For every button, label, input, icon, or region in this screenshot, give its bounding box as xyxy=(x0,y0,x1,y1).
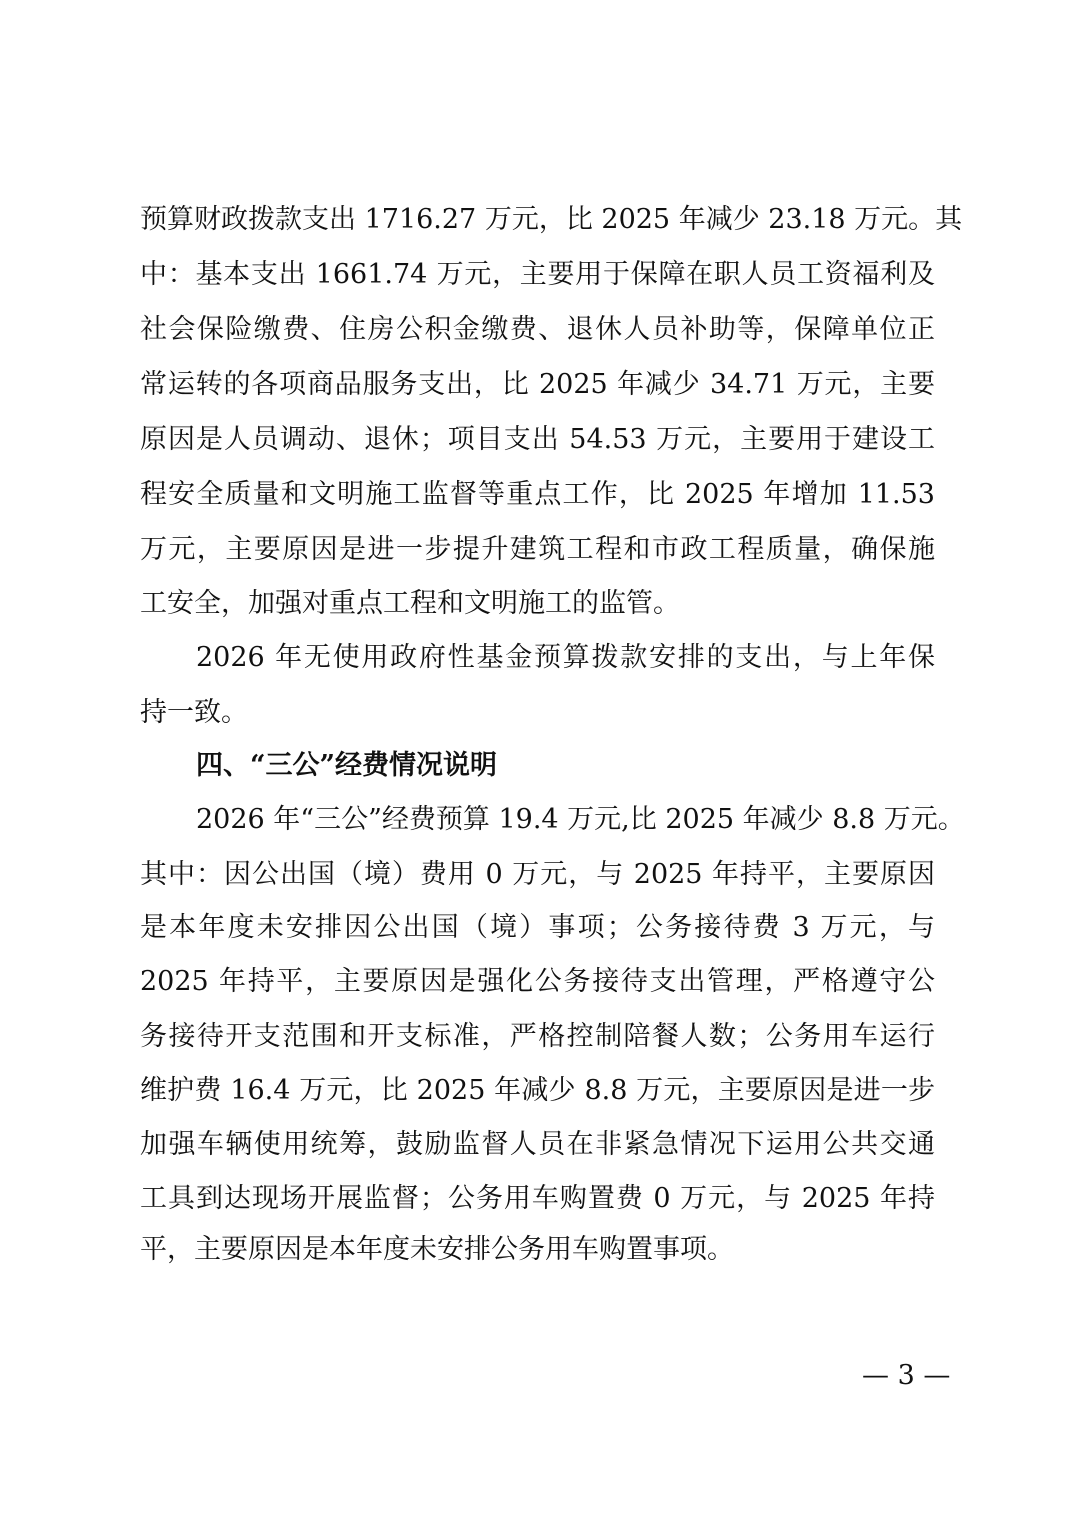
body-text-line: 2026 年无使用政府性基金预算拨款安排的支出，与上年保 xyxy=(196,642,935,673)
body-text-line: 工具到达现场开展监督；公务用车购置费 0 万元，与 2025 年持 xyxy=(140,1183,935,1214)
body-text-line: 其中：因公出国（境）费用 0 万元，与 2025 年持平，主要原因 xyxy=(140,859,935,890)
body-text-line: 中：基本支出 1661.74 万元，主要用于保障在职人员工资福利及 xyxy=(140,259,935,290)
body-text-line: 2026 年“三公”经费预算 19.4 万元,比 2025 年减少 8.8 万元。 xyxy=(196,804,965,835)
body-text-line: 维护费 16.4 万元，比 2025 年减少 8.8 万元，主要原因是进一步 xyxy=(140,1075,935,1106)
body-text-line: 原因是人员调动、退休；项目支出 54.53 万元，主要用于建设工 xyxy=(140,424,935,455)
body-text-line: 常运转的各项商品服务支出，比 2025 年减少 34.71 万元，主要 xyxy=(140,369,935,400)
body-text-line: 2025 年持平，主要原因是强化公务接待支出管理，严格遵守公 xyxy=(140,966,935,997)
body-text-line: 加强车辆使用统筹，鼓励监督人员在非紧急情况下运用公共交通 xyxy=(140,1129,935,1160)
body-text-line: 程安全质量和文明施工监督等重点工作，比 2025 年增加 11.53 xyxy=(140,479,935,510)
body-text-line: 平，主要原因是本年度未安排公务用车购置事项。 xyxy=(140,1234,734,1265)
body-text-line: 工安全，加强对重点工程和文明施工的监管。 xyxy=(140,588,680,619)
body-text-line: 务接待开支范围和开支标准，严格控制陪餐人数；公务用车运行 xyxy=(140,1021,935,1052)
body-text-line: 万元，主要原因是进一步提升建筑工程和市政工程质量，确保施 xyxy=(140,534,935,565)
body-text-line: 持一致。 xyxy=(140,697,248,728)
page-number: — 3 — xyxy=(862,1360,951,1391)
body-text-line: 社会保险缴费、住房公积金缴费、退休人员补助等，保障单位正 xyxy=(140,314,935,345)
body-text-line: 是本年度未安排因公出国（境）事项；公务接待费 3 万元，与 xyxy=(140,912,935,943)
body-text-line: 预算财政拨款支出 1716.27 万元，比 2025 年减少 23.18 万元。其 xyxy=(140,204,963,235)
section-heading: 四、“三公”经费情况说明 xyxy=(196,750,498,781)
